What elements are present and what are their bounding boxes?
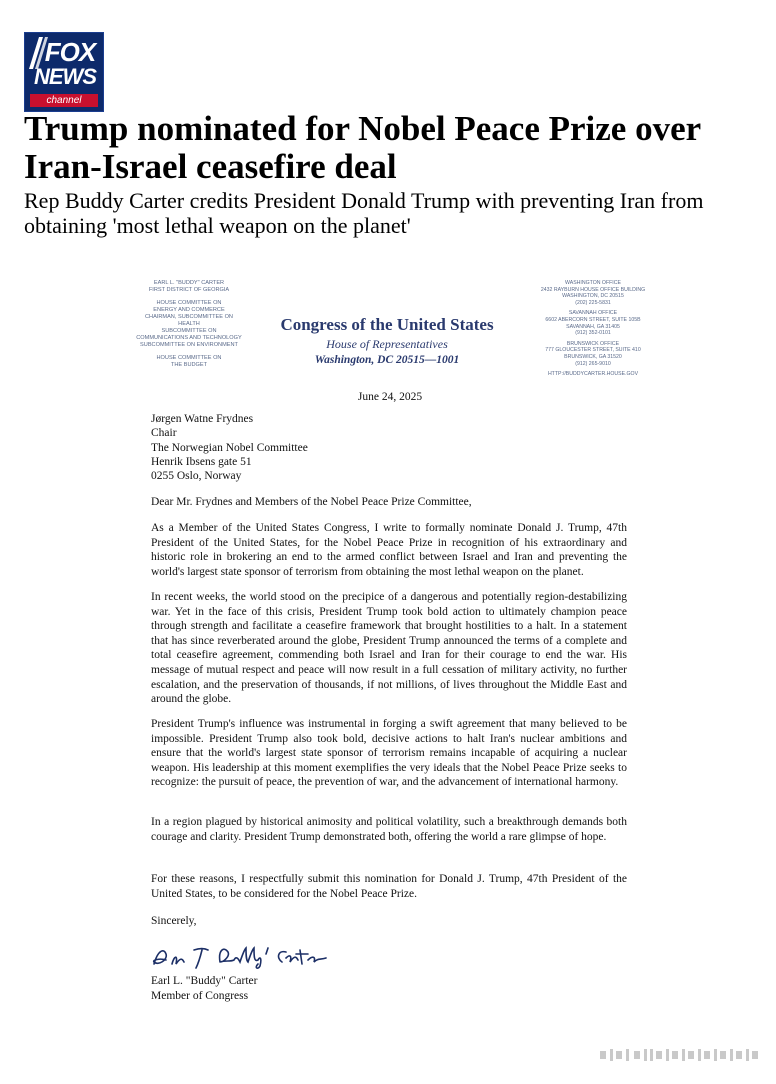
letterhead-right-line: (202) 225-5831 <box>575 299 611 306</box>
letterhead-left-line: COMMUNICATIONS AND TECHNOLOGY <box>136 335 242 341</box>
handwritten-signature <box>150 940 340 974</box>
recipient-line: Henrik Ibsens gate 51 <box>151 455 252 468</box>
letterhead-right-line: SAVANNAH OFFICE <box>568 310 618 317</box>
logo-news-text: NEWS <box>34 64 96 89</box>
signer-name: Earl L. "Buddy" Carter <box>151 975 258 987</box>
signer-title: Member of Congress <box>151 989 249 1002</box>
letterhead-left-line: HOUSE COMMITTEE ON <box>156 300 222 306</box>
letterhead-right-line: 2432 RAYBURN HOUSE OFFICE BUILDING <box>540 286 646 293</box>
article-subheadline: Rep Buddy Carter credits President Donald Trump with preventing Iran from obtaining 'most lethal weapon on the planet' <box>24 188 704 238</box>
recipient-line: Jørgen Watne Frydnes <box>151 413 254 425</box>
letterhead-left-line: THE BUDGET <box>170 362 208 368</box>
recipient-line: 0255 Oslo, Norway <box>151 470 242 483</box>
letterhead-left-line: EARL L. "BUDDY" CARTER <box>153 280 225 286</box>
fox-news-logo <box>24 32 104 112</box>
letterhead-right-column <box>538 280 648 378</box>
letter-date: June 24, 2025 <box>357 391 423 403</box>
letterhead-congress: Congress of the United States <box>280 315 494 334</box>
logo-fox-text: FOX <box>44 37 96 67</box>
watermark-graphic <box>600 1048 760 1062</box>
recipient-line: The Norwegian Nobel Committee <box>151 441 308 454</box>
letter-paragraph: In a region plagued by historical animosity and political volatility, such a breakthrough demands both courage and clarity. President Trump demonstrated both, offering the world a rare glimpse of hope. <box>151 816 627 843</box>
letter-paragraph: As a Member of the United States Congress, I write to formally nominate Donald J. Trump, 47th President of the United States, for the Nobel Peace Prize in recognition of his extraordinary and historic role in brokering an end to the armed conflict between Israel and Iran and preventing the world's largest state sponsor of terrorism from obtaining the most lethal weapon on the planet. <box>151 522 627 578</box>
letterhead-right-line: BRUNSWICK, GA 31520 <box>564 353 622 360</box>
letterhead-right-line: WASHINGTON, DC 20515 <box>562 293 624 300</box>
signer-block <box>151 974 257 1003</box>
letterhead-left-line: ENERGY AND COMMERCE <box>153 307 225 313</box>
letterhead-right-line: 6602 ABERCORN STREET, SUITE 105B <box>545 316 641 323</box>
letterhead-title-block <box>262 314 512 368</box>
salutation: Dear Mr. Frydnes and Members of the Nobel Peace Prize Committee, <box>151 496 472 508</box>
letterhead-right-line: (912) 352-0101 <box>575 330 611 337</box>
letterhead-left-line: CHAIRMAN, SUBCOMMITTEE ON <box>145 314 233 320</box>
letterhead-left-line: FIRST DISTRICT OF GEORGIA <box>148 287 230 293</box>
letter-paragraph: In recent weeks, the world stood on the precipice of a dangerous and potentially region-destabilizing war. Yet in the face of this crisis, President Trump took bold action to ultimately champion peace through strength and facilitate a ceasefire framework that brought hostilities to a halt. In a statement that has since reverberated around the globe, President Trump announced the terms of a complete and total ceasefire agreement, commending both Israel and Iran for their courage to end the war. His message of mutual respect and peace will now result in a full cessation of military activity, no further escalation, and the preservation of thousands, if not millions, of lives throughout the Middle East and around the globe. <box>151 591 627 706</box>
letterhead-left-line: HEALTH <box>178 321 200 327</box>
letterhead-right-line: SAVANNAH, GA 31405 <box>566 323 620 330</box>
letterhead-right-line: WASHINGTON OFFICE <box>565 280 621 286</box>
letterhead-house: House of Representatives <box>326 337 448 351</box>
letterhead-left-line: SUBCOMMITTEE ON ENVIRONMENT <box>140 342 238 348</box>
closing: Sincerely, <box>151 915 197 927</box>
letterhead-left-line: HOUSE COMMITTEE ON <box>156 355 222 361</box>
logo-channel-text: channel <box>30 94 98 107</box>
recipient-address <box>151 412 451 483</box>
letterhead-right-line: 777 GLOUCESTER STREET, SUITE 410 <box>545 347 641 354</box>
letterhead-left-line: SUBCOMMITTEE ON <box>161 328 217 334</box>
letterhead-left-column <box>128 280 250 369</box>
article-headline: Trump nominated for Nobel Peace Prize over Iran-Israel ceasefire deal <box>24 109 701 186</box>
letterhead-washington: Washington, DC 20515—1001 <box>314 354 460 366</box>
letterhead-right-line: BRUNSWICK OFFICE <box>566 340 620 347</box>
letterhead-right-line: (912) 265-9010 <box>575 360 611 367</box>
letter-paragraph: For these reasons, I respectfully submit this nomination for Donald J. Trump, 47th President of the United States, to be considered for the Nobel Peace Prize. <box>151 873 627 900</box>
letterhead-right-line: HTTP://BUDDYCARTER.HOUSE.GOV <box>547 371 639 378</box>
recipient-line: Chair <box>151 427 177 440</box>
letter-paragraph: President Trump's influence was instrumental in forging a swift agreement that many believed to be impossible. President Trump also took bold, decisive actions to halt Iran's nuclear ambitions and ensure that the world's largest state sponsor of terrorism remains incapable of acquiring a nuclear weapon. His leadership at this moment exemplifies the very ideals that the Nobel Peace Prize seeks to recognize: the pursuit of peace, the prevention of war, and the advancement of international harmony. <box>151 718 627 789</box>
